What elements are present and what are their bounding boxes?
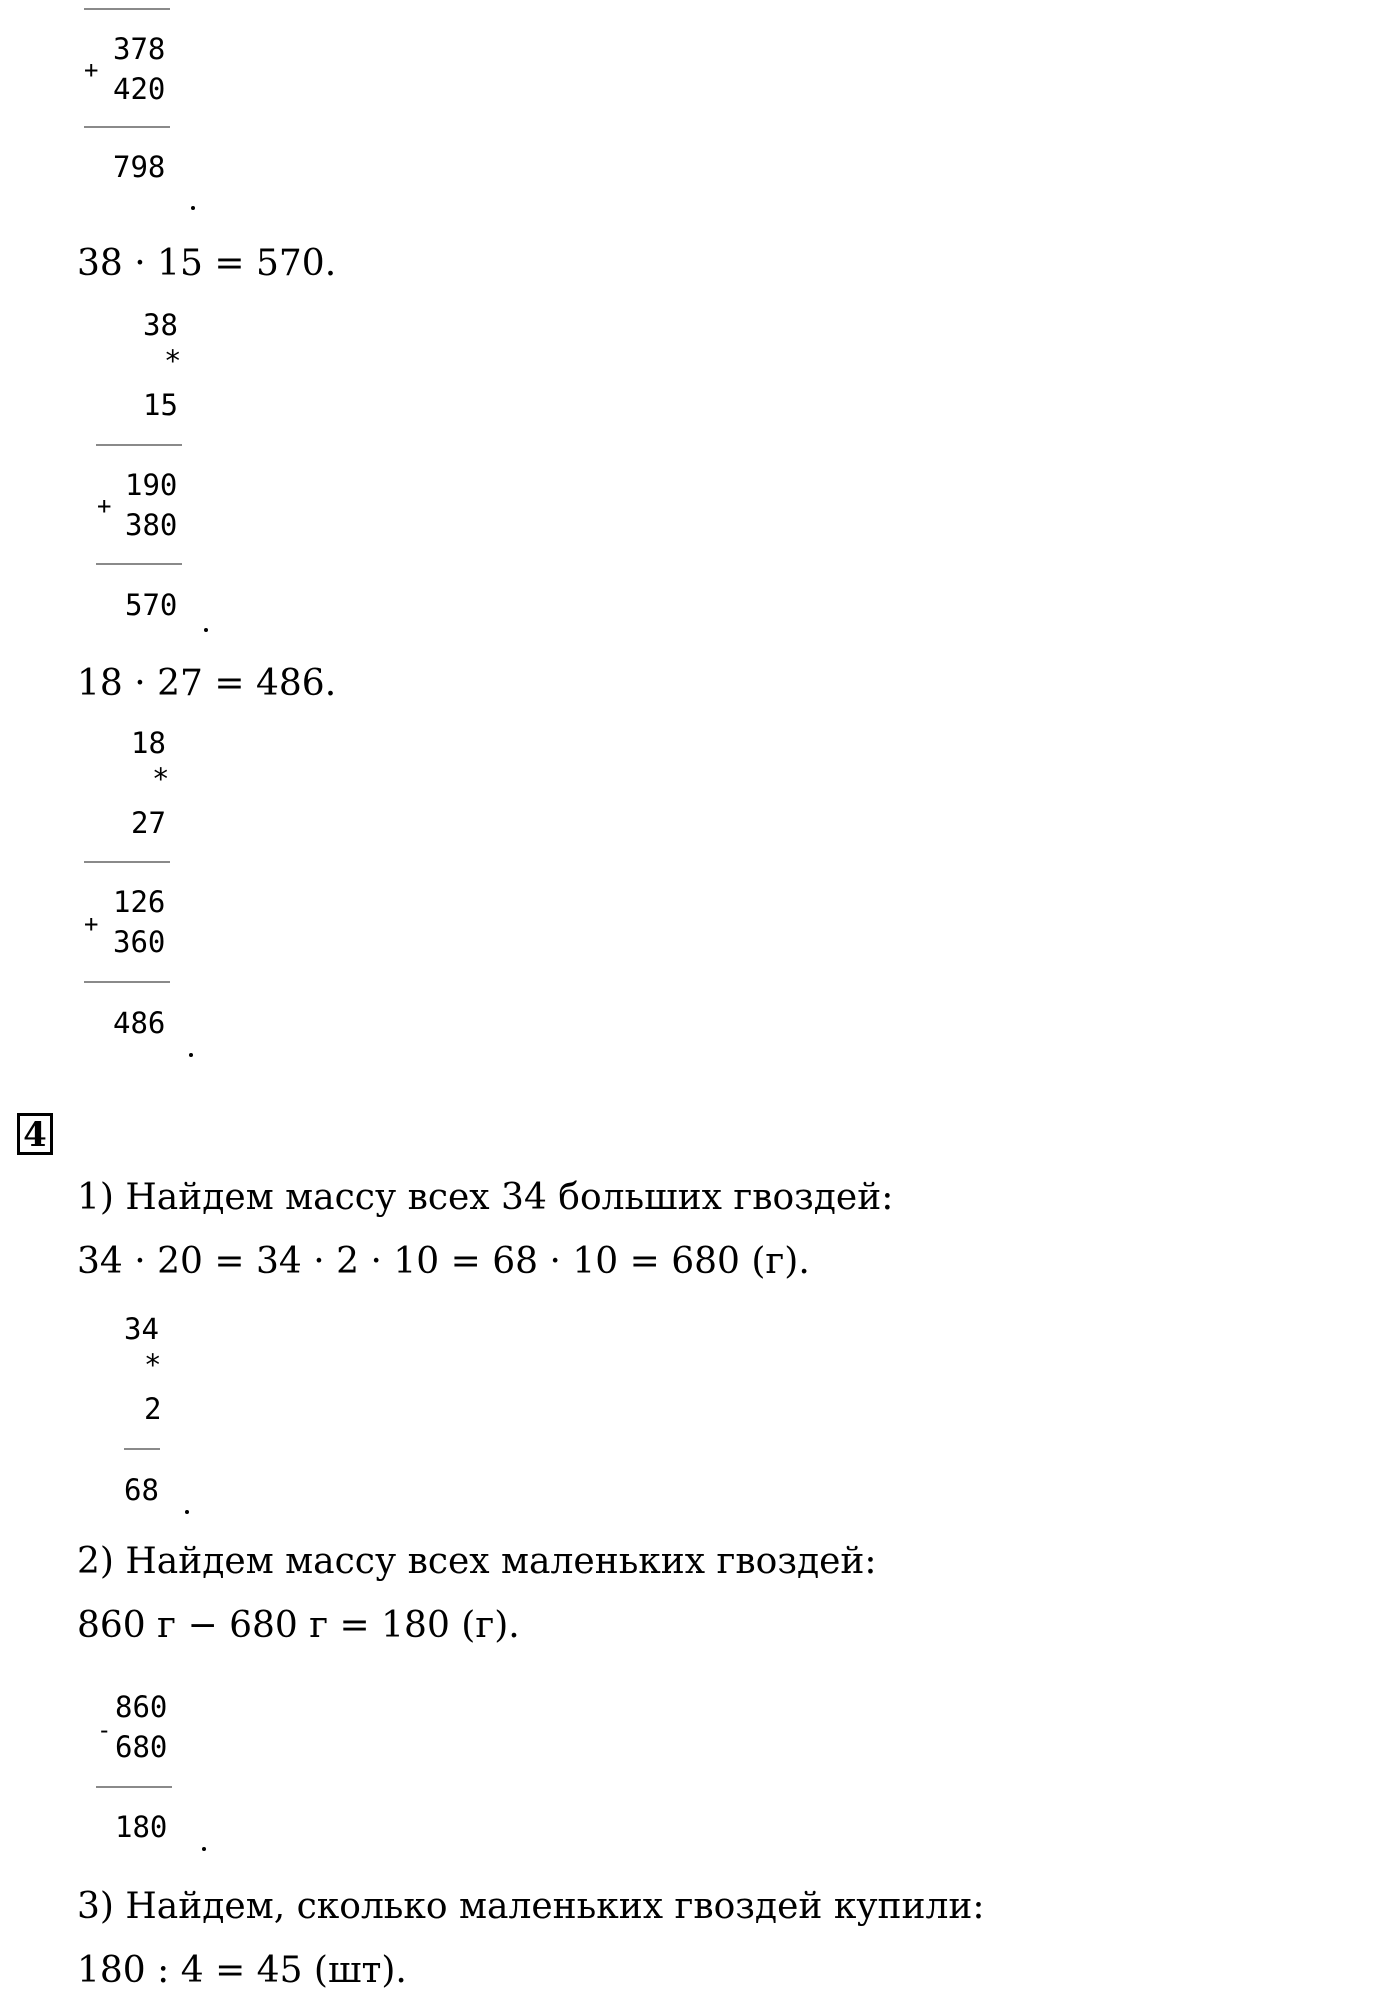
period-dot [191, 206, 195, 210]
minus-sign: - [97, 1716, 112, 1744]
product-rule [124, 1448, 160, 1450]
partial-product-1: 190 [125, 468, 178, 502]
period-dot [189, 1053, 193, 1057]
plus-sign: + [97, 492, 112, 520]
step-2-text: 2) Найдем массу всех маленьких гвоздей: [77, 1541, 877, 1582]
multiply-sign: * [164, 344, 182, 378]
product-result: 570 [125, 588, 178, 622]
equation-line: 18 · 27 = 486. [77, 663, 337, 704]
step-2-equation: 860 г − 680 г = 180 (г). [77, 1605, 520, 1646]
top-rule [84, 8, 170, 10]
difference-result: 180 [115, 1810, 168, 1844]
period-dot [204, 628, 208, 632]
multiplicand: 38 [143, 308, 178, 342]
product-rule [84, 861, 170, 863]
step-1-equation: 34 · 20 = 34 · 2 · 10 = 68 · 10 = 680 (г). [77, 1241, 810, 1282]
plus-sign: + [84, 910, 99, 938]
equation-line: 38 · 15 = 570. [77, 243, 337, 284]
multiplicand: 34 [124, 1312, 159, 1346]
sum-rule [84, 981, 170, 983]
product-result: 68 [124, 1473, 159, 1507]
multiplier: 15 [143, 388, 178, 422]
step-1-text: 1) Найдем массу всех 34 больших гвоздей: [77, 1177, 894, 1218]
sum-result: 798 [113, 150, 166, 184]
multiplier: 2 [144, 1392, 162, 1426]
partial-product-2: 380 [125, 508, 178, 542]
sum-rule [84, 126, 170, 128]
minuend: 860 [115, 1690, 168, 1724]
addend-top: 378 [113, 32, 166, 66]
sum-rule [96, 563, 182, 565]
addend-bottom: 420 [113, 72, 166, 106]
multiplier: 27 [131, 806, 166, 840]
plus-sign: + [84, 56, 99, 84]
task-number-box: 4 [17, 1113, 53, 1155]
product-rule [96, 444, 182, 446]
partial-product-1: 126 [113, 885, 166, 919]
multiply-sign: * [144, 1348, 162, 1382]
product-result: 486 [113, 1006, 166, 1040]
period-dot [202, 1847, 206, 1851]
multiply-sign: * [152, 762, 170, 796]
difference-rule [96, 1786, 172, 1788]
step-3-equation: 180 : 4 = 45 (шт). [77, 1950, 407, 1991]
multiplicand: 18 [131, 726, 166, 760]
period-dot [185, 1510, 189, 1514]
partial-product-2: 360 [113, 925, 166, 959]
step-3-text: 3) Найдем, сколько маленьких гвоздей купили: [77, 1886, 985, 1927]
subtrahend: 680 [115, 1730, 168, 1764]
